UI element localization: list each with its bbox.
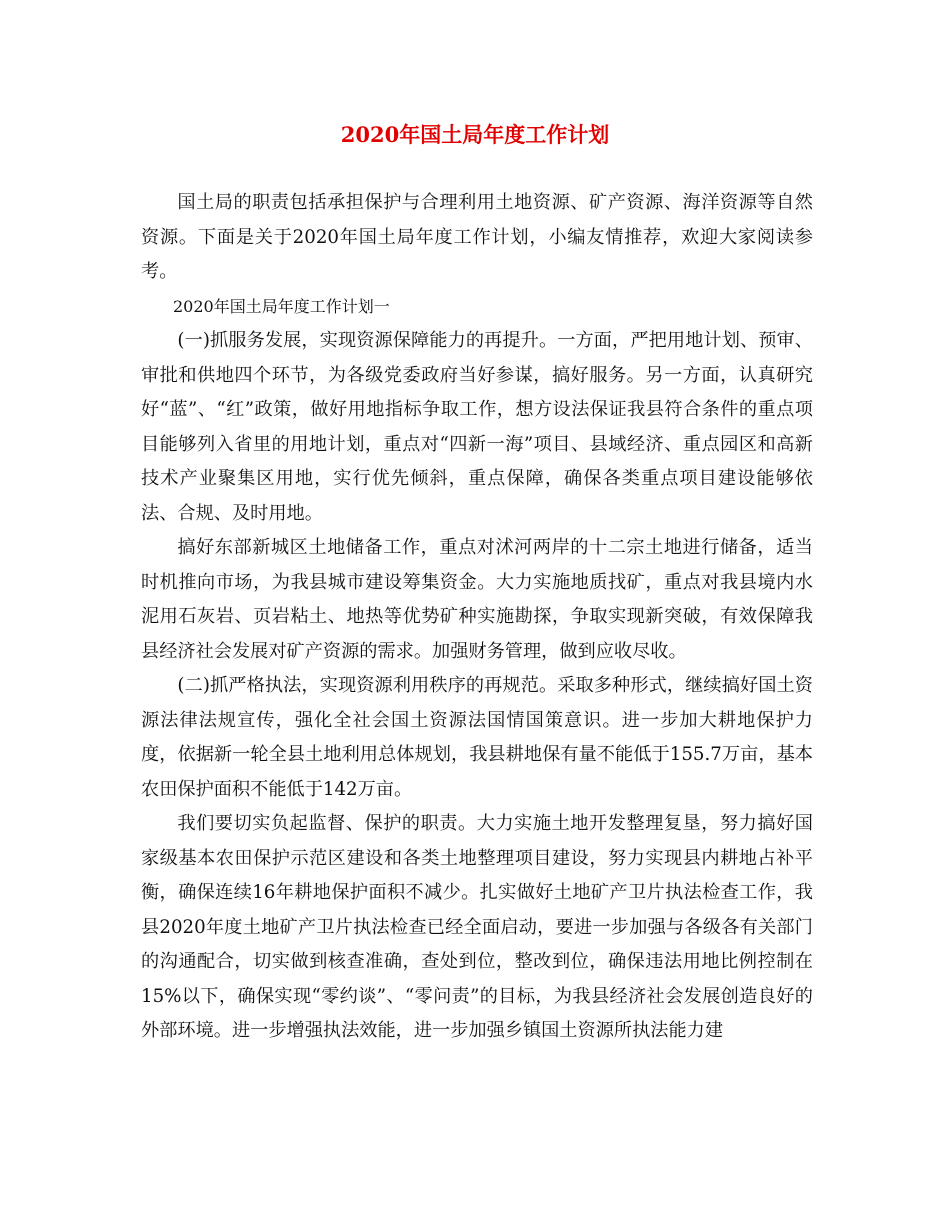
body-paragraph: 搞好东部新城区土地储备工作，重点对沭河两岸的十二宗土地进行储备，适当时机推向市场，为我县城市建设筹集资金。大力实施地质找矿，重点对我县境内水泥用石灰岩、页岩粘土、地热等优势矿种实施勘探，争取实现新突破，有效保障我县经济社会发展对矿产资源的需求。加强财务管理，做到应收尽收。 [141,537,813,662]
intro-paragraph: 国土局的职责包括承担保护与合理利用土地资源、矿产资源、海洋资源等自然资源。下面是关于2020年国土局年度工作计划，小编友情推荐，欢迎大家阅读参考。 [141,192,813,282]
body-paragraph: (一)抓服务发展，实现资源保障能力的再提升。一方面，严把用地计划、预审、审批和供地四个环节，为各级党委政府当好参谋，搞好服务。另一方面，认真研究好“蓝”、“红”政策，做好用地指标争取工作，想方设法保证我县符合条件的重点项目能够列入省里的用地计划，重点对“四新一海”项目、县域经济、重点园区和高新技术产业聚集区用地，实行优先倾斜，重点保障，确保各类重点项目建设能够依法、合规、及时用地。 [141,330,813,524]
document-body [141,186,813,1049]
body-paragraph: (二)抓严格执法，实现资源利用秩序的再规范。采取多种形式，继续搞好国土资源法律法规宣传，强化全社会国土资源法国情国策意识。进一步加大耕地保护力度，依据新一轮全县土地利用总体规划，我县耕地保有量不能低于155.7万亩，基本农田保护面积不能低于142万亩。 [141,675,813,800]
section-heading: 2020年国土局年度工作计划一 [173,296,390,316]
document-title: 2020年国土局年度工作计划 [340,122,610,147]
body-paragraph: 我们要切实负起监督、保护的职责。大力实施土地开发整理复垦，努力搞好国家级基本农田保护示范区建设和各类土地整理项目建设，努力实现县内耕地占补平衡，确保连续16年耕地保护面积不减少。扎实做好土地矿产卫片执法检查工作，我县2020年度土地矿产卫片执法检查已经全面启动，要进一步加强与各级各有关部门的沟通配合，切实做到核查准确，查处到位，整改到位，确保违法用地比例控制在15%以下，确保实现“零约谈”、“零问责”的目标，为我县经济社会发展创造良好的外部环境。进一步增强执法效能，进一步加强乡镇国土资源所执法能力建 [141,813,813,1041]
